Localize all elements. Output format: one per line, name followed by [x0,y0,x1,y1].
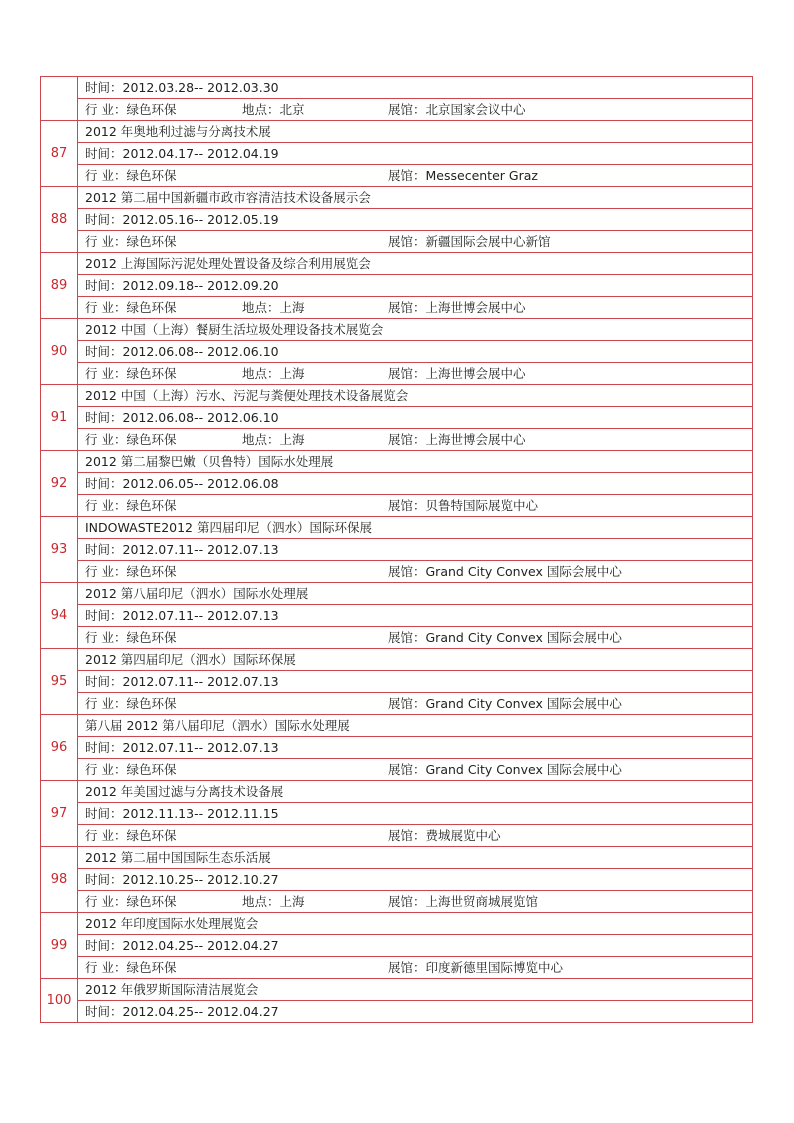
venue-label: 展馆：Messecenter Graz [388,168,538,183]
location-label: 地点：北京 [242,102,305,117]
exhibition-title: 第八届 2012 第八届印尼（泗水）国际水处理展 [78,715,753,737]
exhibition-row-time [41,737,753,759]
industry-label: 行 业：绿色环保 [85,630,177,645]
exhibition-row-title [41,913,753,935]
industry-label: 行 业：绿色环保 [85,960,177,975]
exhibition-row-time [41,1001,753,1023]
entry-number: 87 [41,121,78,187]
exhibition-row-title [41,715,753,737]
entry-number: 99 [41,913,78,979]
exhibition-row-title [41,583,753,605]
exhibition-row-time [41,77,753,99]
exhibition-title: INDOWASTE2012 第四届印尼（泗水）国际环保展 [78,517,753,539]
exhibition-row-details [41,627,753,649]
industry-label: 行 业：绿色环保 [85,234,177,249]
exhibition-row-time [41,407,753,429]
entry-number: 94 [41,583,78,649]
exhibition-time: 时间：2012.07.11-- 2012.07.13 [78,605,753,627]
exhibition-row-details [41,429,753,451]
venue-label: 展馆：贝鲁特国际展览中心 [388,498,539,513]
venue-label: 展馆：Grand City Convex 国际会展中心 [388,762,622,777]
venue-label: 展馆：费城展览中心 [388,828,501,843]
industry-label: 行 业：绿色环保 [85,102,177,117]
exhibition-row-details [41,165,753,187]
exhibition-time: 时间：2012.06.05-- 2012.06.08 [78,473,753,495]
venue-label: 展馆：北京国家会议中心 [388,102,526,117]
exhibition-row-title [41,319,753,341]
entry-number: 93 [41,517,78,583]
exhibition-details [78,957,753,979]
exhibition-row-title [41,385,753,407]
exhibition-row-details [41,957,753,979]
exhibition-row-details [41,891,753,913]
exhibition-details [78,297,753,319]
exhibition-details [78,561,753,583]
venue-label: 展馆：上海世博会展中心 [388,300,526,315]
industry-label: 行 业：绿色环保 [85,366,177,381]
venue-label: 展馆：Grand City Convex 国际会展中心 [388,696,622,711]
venue-label: 展馆：上海世博会展中心 [388,366,526,381]
exhibition-row-time [41,143,753,165]
exhibition-details [78,99,753,121]
exhibition-title: 2012 第二届黎巴嫩（贝鲁特）国际水处理展 [78,451,753,473]
exhibition-title: 2012 第二届中国国际生态乐活展 [78,847,753,869]
exhibition-time: 时间：2012.03.28-- 2012.03.30 [78,77,753,99]
industry-label: 行 业：绿色环保 [85,300,177,315]
entry-number: 97 [41,781,78,847]
exhibition-row-time [41,869,753,891]
exhibition-row-title [41,121,753,143]
exhibition-row-title [41,847,753,869]
exhibition-row-details [41,825,753,847]
location-label: 地点：上海 [242,300,305,315]
industry-label: 行 业：绿色环保 [85,696,177,711]
exhibition-details [78,495,753,517]
exhibition-time: 时间：2012.07.11-- 2012.07.13 [78,737,753,759]
industry-label: 行 业：绿色环保 [85,894,177,909]
exhibition-details [78,693,753,715]
exhibition-row-time [41,605,753,627]
venue-label: 展馆：上海世贸商城展览馆 [388,894,539,909]
location-label: 地点：上海 [242,894,305,909]
exhibition-row-details [41,495,753,517]
exhibition-title: 2012 第四届印尼（泗水）国际环保展 [78,649,753,671]
exhibition-title: 2012 第二届中国新疆市政市容清洁技术设备展示会 [78,187,753,209]
exhibition-time: 时间：2012.04.17-- 2012.04.19 [78,143,753,165]
exhibition-time: 时间：2012.10.25-- 2012.10.27 [78,869,753,891]
industry-label: 行 业：绿色环保 [85,564,177,579]
exhibition-row-details [41,561,753,583]
industry-label: 行 业：绿色环保 [85,828,177,843]
exhibition-title: 2012 年印度国际水处理展览会 [78,913,753,935]
exhibition-row-title [41,649,753,671]
exhibition-title: 2012 年奥地利过滤与分离技术展 [78,121,753,143]
entry-number: 92 [41,451,78,517]
exhibition-details [78,759,753,781]
exhibition-time: 时间：2012.04.25-- 2012.04.27 [78,1001,753,1023]
exhibition-details [78,429,753,451]
exhibition-row-title [41,979,753,1001]
exhibition-title: 2012 中国（上海）污水、污泥与粪便处理技术设备展览会 [78,385,753,407]
entry-number: 88 [41,187,78,253]
entry-number: 91 [41,385,78,451]
exhibition-row-details [41,759,753,781]
entry-number: 96 [41,715,78,781]
exhibition-details [78,231,753,253]
exhibition-title: 2012 年俄罗斯国际清洁展览会 [78,979,753,1001]
exhibition-row-time [41,275,753,297]
exhibition-row-details [41,297,753,319]
exhibition-time: 时间：2012.06.08-- 2012.06.10 [78,407,753,429]
exhibition-row-details [41,231,753,253]
exhibition-time: 时间：2012.07.11-- 2012.07.13 [78,671,753,693]
exhibition-table [40,76,753,1023]
exhibition-row-time [41,539,753,561]
exhibition-details [78,627,753,649]
venue-label: 展馆：印度新德里国际博览中心 [388,960,564,975]
entry-number: 89 [41,253,78,319]
industry-label: 行 业：绿色环保 [85,762,177,777]
exhibition-list-document [40,76,753,1023]
entry-number: 90 [41,319,78,385]
exhibition-row-time [41,473,753,495]
exhibition-details [78,363,753,385]
exhibition-title: 2012 上海国际污泥处理处置设备及综合利用展览会 [78,253,753,275]
entry-number: 95 [41,649,78,715]
exhibition-title: 2012 年美国过滤与分离技术设备展 [78,781,753,803]
exhibition-row-time [41,803,753,825]
exhibition-time: 时间：2012.11.13-- 2012.11.15 [78,803,753,825]
exhibition-title: 2012 第八届印尼（泗水）国际水处理展 [78,583,753,605]
entry-number: 100 [41,979,78,1023]
entry-number [41,77,78,121]
exhibition-row-time [41,209,753,231]
exhibition-row-time [41,671,753,693]
exhibition-title: 2012 中国（上海）餐厨生活垃圾处理设备技术展览会 [78,319,753,341]
exhibition-row-title [41,253,753,275]
exhibition-time: 时间：2012.07.11-- 2012.07.13 [78,539,753,561]
exhibition-details [78,891,753,913]
venue-label: 展馆：上海世博会展中心 [388,432,526,447]
exhibition-details [78,825,753,847]
industry-label: 行 业：绿色环保 [85,168,177,183]
entry-number: 98 [41,847,78,913]
exhibition-time: 时间：2012.05.16-- 2012.05.19 [78,209,753,231]
exhibition-row-title [41,517,753,539]
venue-label: 展馆：Grand City Convex 国际会展中心 [388,564,622,579]
industry-label: 行 业：绿色环保 [85,498,177,513]
exhibition-details [78,165,753,187]
exhibition-time: 时间：2012.06.08-- 2012.06.10 [78,341,753,363]
industry-label: 行 业：绿色环保 [85,432,177,447]
location-label: 地点：上海 [242,366,305,381]
exhibition-row-title [41,451,753,473]
venue-label: 展馆：新疆国际会展中心新馆 [388,234,551,249]
exhibition-row-details [41,99,753,121]
exhibition-row-title [41,187,753,209]
exhibition-time: 时间：2012.04.25-- 2012.04.27 [78,935,753,957]
exhibition-row-details [41,693,753,715]
exhibition-row-time [41,935,753,957]
exhibition-row-title [41,781,753,803]
exhibition-row-details [41,363,753,385]
exhibition-time: 时间：2012.09.18-- 2012.09.20 [78,275,753,297]
exhibition-row-time [41,341,753,363]
venue-label: 展馆：Grand City Convex 国际会展中心 [388,630,622,645]
location-label: 地点：上海 [242,432,305,447]
